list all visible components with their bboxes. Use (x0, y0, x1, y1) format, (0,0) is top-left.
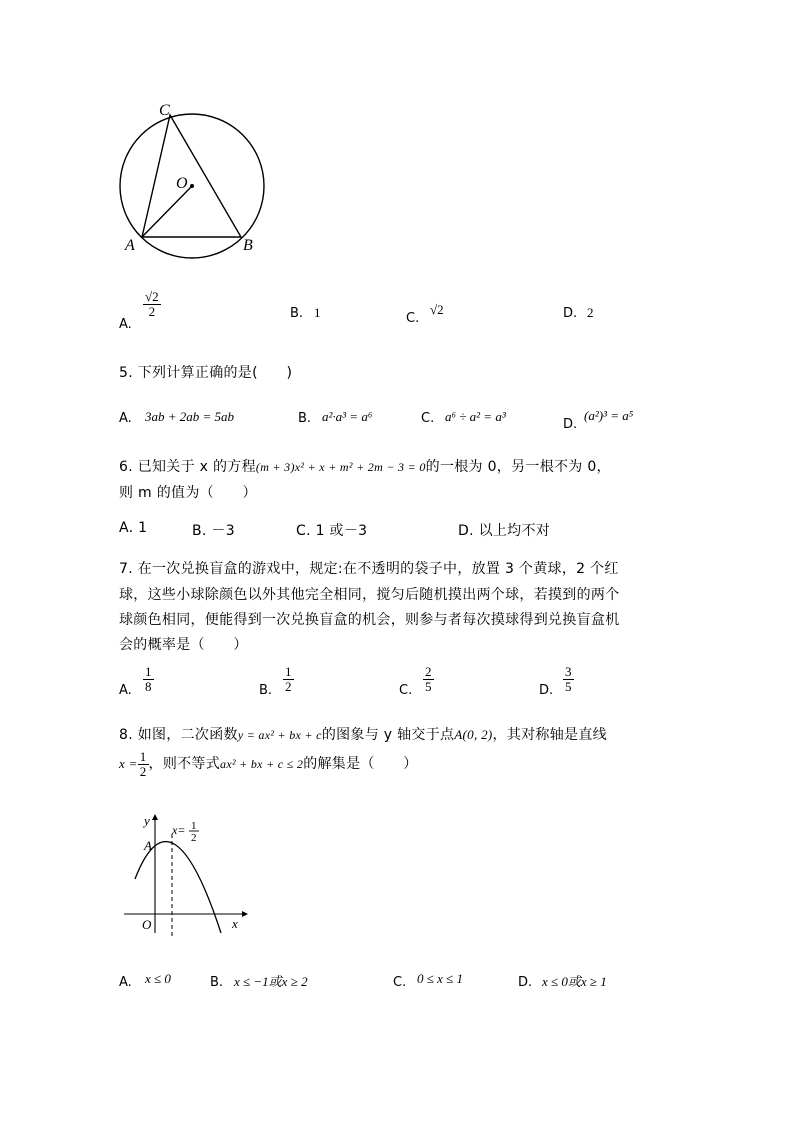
q4-option-d-label: D. (563, 306, 578, 321)
q8-option-c-label: C. (393, 975, 407, 990)
q7-line2: 球，这些小球除颜色以外其他完全相同，搅匀后随机摸出两个球，若摸到的两个 (119, 587, 620, 603)
q6-option-d: D. 以上均不对 (458, 523, 551, 539)
q7-option-c-value: $\frac{2}{5}$ (425, 664, 432, 694)
y-axis-arrow (152, 814, 158, 820)
q4-option-c-value: √2 (430, 302, 444, 317)
label-b: B (243, 237, 253, 254)
q8-line1: 8. 如图，二次函数y = ax² + bx + c的图象与 y 轴交于点A(0, 2)，其对称轴是直线 (119, 727, 607, 743)
q4-option-d-value: 2 (587, 305, 594, 320)
label-a: A (144, 838, 152, 853)
q6-option-b: B. －3 (192, 523, 235, 539)
q8-option-b-expr: x ≤ −1或x ≥ 2 (234, 974, 308, 989)
circle-triangle-figure (110, 95, 280, 265)
q7-line1: 7. 在一次兑换盲盒的游戏中，规定:在不透明的袋子中，放置 3 个黄球，2 个红 (119, 561, 619, 577)
q8-option-d-expr: x ≤ 0或x ≥ 1 (542, 974, 607, 989)
q5-option-a-label: A. (119, 411, 132, 426)
q5-option-a-expr: 3ab + 2ab = 5ab (145, 409, 235, 424)
q7-line4: 会的概率是（ ） (119, 637, 248, 653)
q4-option-a-value: $\frac{√2}{2}$ (145, 289, 159, 319)
label-axis-x: x= (172, 823, 186, 837)
q7-option-d-label: D. (539, 683, 554, 698)
x-axis-arrow (242, 911, 248, 917)
q7-option-d-value: $\frac{3}{5}$ (565, 664, 572, 694)
label-o: O (142, 917, 152, 932)
label-axis-num: 1 (191, 820, 197, 832)
q8-option-c-expr: 0 ≤ x ≤ 1 (417, 971, 464, 986)
q5-option-d-label: D. (563, 417, 578, 432)
q7-option-c-label: C. (399, 683, 413, 698)
q5-stem: 5. 下列计算正确的是( ) (119, 365, 293, 381)
radius-oa (142, 186, 192, 237)
label-y: y (144, 813, 150, 828)
q4-option-b-value: 1 (314, 305, 321, 320)
q7-option-b-label: B. (259, 683, 273, 698)
q5-option-c-label: C. (421, 411, 435, 426)
triangle-abc (142, 115, 241, 237)
q5-option-b-expr: a²·a³ = a⁶ (322, 409, 373, 424)
label-c: C (159, 102, 170, 119)
q8-option-a-expr: x ≤ 0 (145, 971, 171, 986)
parabola-figure (120, 808, 250, 938)
q7-option-b-value: $\frac{1}{2}$ (285, 664, 292, 694)
q6-option-a: A. 1 (119, 520, 148, 536)
q7-option-a-label: A. (119, 683, 132, 698)
label-x: x (232, 916, 238, 931)
q4-option-a-label: A. (119, 317, 132, 332)
q6-option-c: C. 1 或－3 (296, 523, 368, 539)
q6-line2: 则 m 的值为（ ） (119, 485, 257, 501)
q7-option-a-value: $\frac{1}{8}$ (145, 664, 152, 694)
q8-option-a-label: A. (119, 975, 132, 990)
q5-option-c-expr: a⁶ ÷ a² = a³ (445, 409, 506, 424)
q8-option-b-label: B. (210, 975, 224, 990)
q6-line1: 6. 已知关于 x 的方程(m + 3)x² + x + m² + 2m − 3 = 0的一根为 0，另一根不为 0， (119, 459, 611, 475)
q5-option-b-label: B. (298, 411, 312, 426)
q4-option-b-label: B. (290, 306, 304, 321)
label-a: A (125, 237, 135, 254)
q8-option-d-label: D. (518, 975, 533, 990)
q7-line3: 球颜色相同，便能得到一次兑换盲盒的机会，则参与者每次摸球得到兑换盲盒机 (119, 612, 620, 628)
q5-option-d-expr: (a²)³ = a⁵ (584, 408, 634, 423)
center-point (190, 184, 194, 188)
label-axis-den: 2 (191, 832, 197, 844)
label-o: O (176, 175, 188, 192)
q8-line2: x = $\frac{1}{2}$ ，则不等式ax² + bx + c ≤ 2的解集是（ ） (119, 749, 418, 779)
q4-option-c-label: C. (406, 311, 420, 326)
